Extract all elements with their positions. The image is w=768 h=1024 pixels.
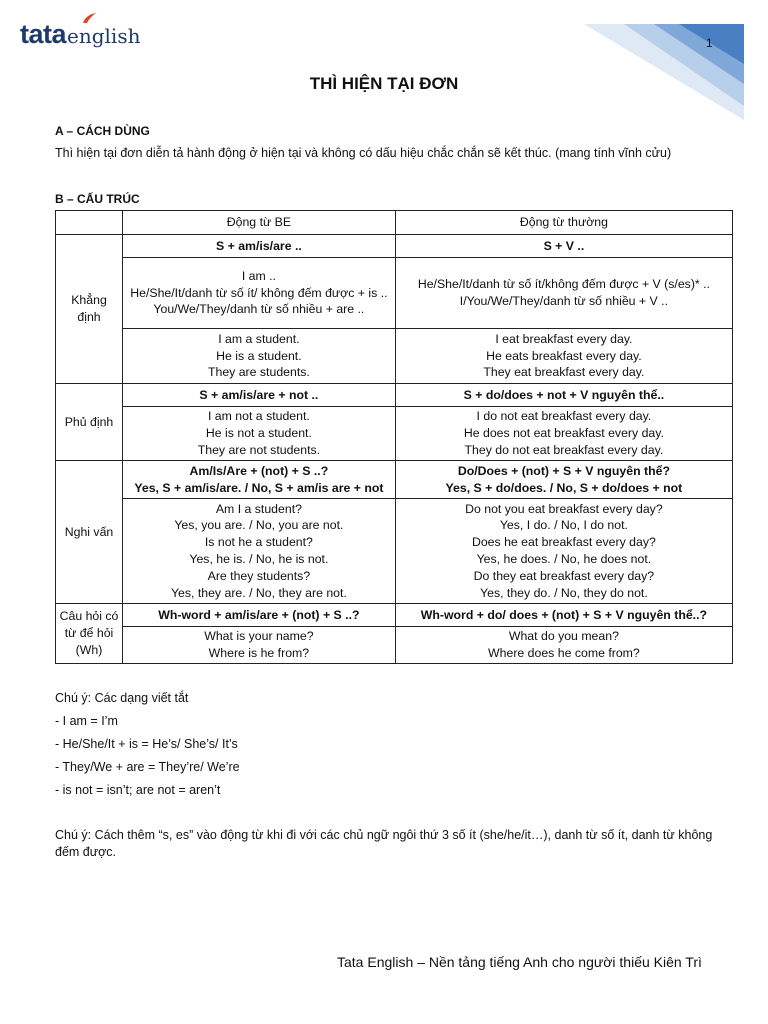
- text-line: I am a student.: [218, 331, 300, 346]
- s-es-note: Chú ý: Cách thêm “s, es” vào động từ khi đi với các chủ ngữ ngôi thứ 3 số ít (she/he/it…), danh từ số ít, danh từ không đếm được.: [55, 828, 713, 859]
- text-line: He/She/It/danh từ số ít/không đếm được + V (s/es)* ..: [417, 277, 710, 292]
- page-number: 1: [706, 36, 713, 50]
- formula-verb-wh: Wh-word + do/ does + (not) + S + V nguyên thể..?: [395, 604, 732, 627]
- text-line: Yes, he is. / No, he is not.: [189, 552, 329, 566]
- text-line: He does not eat breakfast every day.: [463, 426, 664, 441]
- formula-verb-affirmative: S + V ..: [395, 235, 732, 258]
- text-line: Do not you eat breakfast every day?: [465, 501, 663, 516]
- note-line: - I am = I’m: [55, 714, 118, 728]
- text-line: What do you mean?: [508, 629, 619, 644]
- note-line: - is not = isn’t; are not = aren’t: [55, 783, 221, 797]
- text-line: I am not a student.: [207, 409, 310, 424]
- row-label-affirmative: Khẳng định: [56, 235, 123, 384]
- row-label-negative: Phủ định: [56, 384, 123, 461]
- text-line: Am/Is/Are + (not) + S ..?: [189, 463, 329, 478]
- text-line: Yes, S + am/is/are. / No, S + am/is are + not: [134, 480, 384, 495]
- table-row: [56, 329, 733, 384]
- table-row: [56, 384, 733, 407]
- formula-verb-question: [395, 461, 732, 499]
- text-line: What is your name?: [204, 629, 314, 644]
- table-row: [56, 235, 733, 258]
- text-line: Does he eat breakfast every day?: [471, 535, 656, 550]
- column-header-verb: Động từ thường: [395, 211, 732, 235]
- grammar-table: [55, 210, 733, 664]
- example-verb-question: [395, 499, 732, 604]
- text-line: Where is he from?: [208, 646, 310, 660]
- example-be-question: [123, 499, 396, 604]
- text-line: Yes, they are. / No, they are not.: [170, 585, 347, 600]
- note-line: Chú ý: Các dạng viết tắt: [55, 691, 189, 705]
- table-row: [56, 604, 733, 627]
- formula-be-negative: S + am/is/are + not ..: [123, 384, 396, 407]
- formula-be-question: [123, 461, 396, 499]
- text-line: They do not eat breakfast every day.: [464, 442, 664, 457]
- page-title: THÌ HIỆN TẠI ĐƠN: [309, 74, 459, 93]
- example-be-wh: [123, 627, 396, 664]
- text-line: Yes, you are. / No, you are not.: [174, 518, 344, 533]
- corner-cell: [56, 211, 123, 235]
- table-row: [56, 499, 733, 604]
- example-verb-affirmative: [395, 329, 732, 384]
- example-verb-negative: [395, 407, 732, 461]
- detail-be-affirmative: [123, 258, 396, 329]
- text-line: I do not eat breakfast every day.: [476, 409, 652, 424]
- table-row: [56, 258, 733, 329]
- text-line: Is not he a student?: [204, 535, 313, 550]
- text-line: Am I a student?: [215, 501, 302, 516]
- table-row: [56, 407, 733, 461]
- table-row: [56, 627, 733, 664]
- text-line: He/She/It/danh từ số ít/ không đếm được + is ..: [130, 285, 388, 300]
- example-verb-wh: [395, 627, 732, 664]
- table-row: [56, 461, 733, 499]
- detail-verb-affirmative: [395, 258, 732, 329]
- tata-english-logo: [20, 14, 140, 50]
- note-line: - They/We + are = They’re/ We’re: [55, 760, 240, 774]
- text-line: He eats breakfast every day.: [486, 348, 642, 363]
- text-line: I eat breakfast every day.: [495, 331, 633, 346]
- text-line: I am ..: [241, 268, 276, 283]
- section-b-heading: B – CẤU TRÚC: [55, 192, 140, 206]
- text-line: They are students.: [207, 365, 310, 380]
- text-line: He is a student.: [216, 348, 302, 363]
- text-line: Are they students?: [207, 568, 311, 583]
- formula-be-affirmative: S + am/is/are ..: [123, 235, 396, 258]
- text-line: They eat breakfast every day.: [483, 365, 645, 380]
- column-header-be: Động từ BE: [123, 211, 396, 235]
- table-header-row: [56, 211, 733, 235]
- note-line: - He/She/It + is = He’s/ She’s/ It’s: [55, 737, 238, 751]
- page-footer: Tata English – Nền tảng tiếng Anh cho người thiếu Kiên Trì: [337, 954, 702, 970]
- text-line: Yes, they do. / No, they do not.: [480, 585, 648, 600]
- text-line: They are not students.: [197, 442, 321, 457]
- row-label-wh: Câu hỏi có từ để hỏi (Wh): [56, 604, 123, 664]
- section-a-text: Thì hiện tại đơn diễn tả hành động ở hiện tại và không có dấu hiệu chắc chắn sẽ kết thúc. (mang tính vĩnh cửu): [55, 146, 672, 160]
- text-line: Do/Does + (not) + S + V nguyên thể?: [457, 463, 670, 478]
- text-line: Yes, I do. / No, I do not.: [499, 518, 628, 533]
- text-line: He is not a student.: [205, 426, 312, 441]
- text-line: Do they eat breakfast every day?: [473, 568, 655, 583]
- text-line: Where does he come from?: [488, 646, 640, 660]
- text-line: Yes, he does. / No, he does not.: [476, 552, 652, 566]
- logo-main-text: tata: [20, 19, 67, 49]
- flame-icon: [81, 12, 97, 24]
- formula-be-wh: Wh-word + am/is/are + (not) + S ..?: [123, 604, 396, 627]
- contraction-notes: [55, 687, 240, 802]
- example-be-affirmative: [123, 329, 396, 384]
- text-line: You/We/They/danh từ số nhiều + are ..: [153, 302, 365, 317]
- formula-verb-negative: S + do/does + not + V nguyên thể..: [395, 384, 732, 407]
- corner-decoration: [584, 24, 744, 120]
- section-a-heading: A – CÁCH DÙNG: [55, 124, 150, 138]
- example-be-negative: [123, 407, 396, 461]
- logo-sub-text: english: [67, 24, 141, 48]
- text-line: Yes, S + do/does. / No, S + do/does + not: [445, 480, 683, 495]
- text-line: I/You/We/They/danh từ số nhiều + V ..: [459, 294, 668, 308]
- row-label-question: Nghi vấn: [56, 461, 123, 604]
